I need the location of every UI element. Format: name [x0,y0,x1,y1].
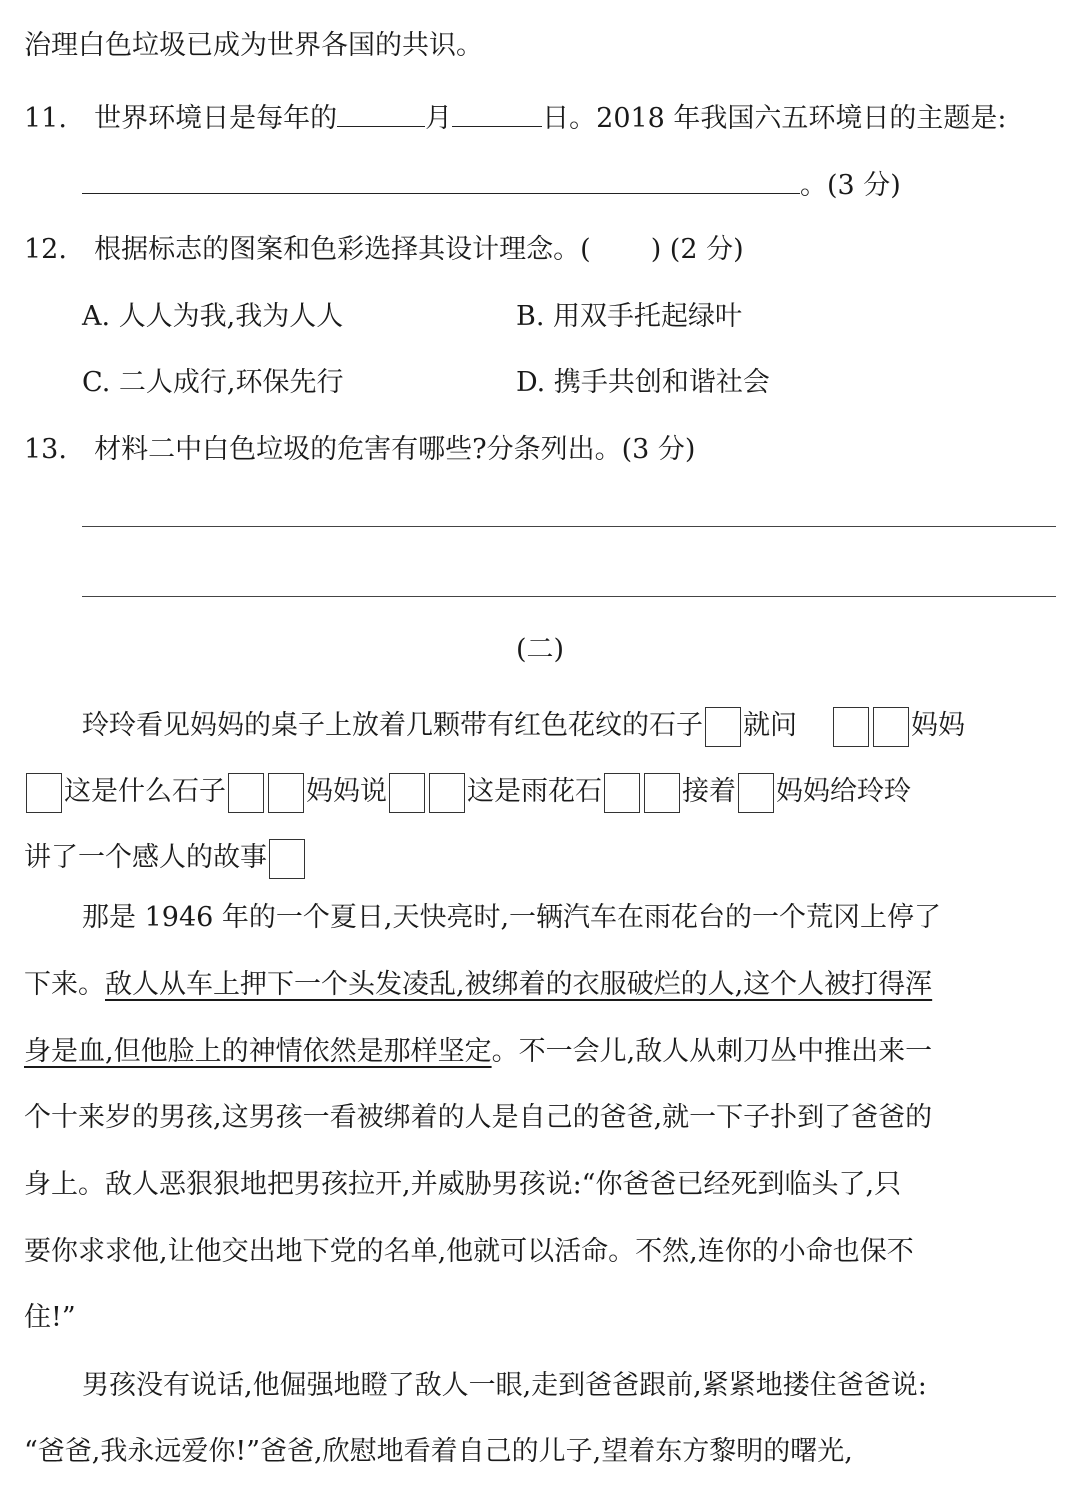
question-text: ) (2 分) [650,234,744,265]
story-text: 玲玲看见妈妈的桌子上放着几颗带有红色花纹的石子 [82,710,703,741]
story-text: 。不一会儿,敌人从刺刀丛中推出来一 [491,1036,933,1067]
story-line: 住!” [24,1302,76,1333]
punctuation-box[interactable] [268,773,304,813]
punctuation-box[interactable] [26,773,62,813]
punctuation-box[interactable] [429,773,465,813]
story-line: 要你求求他,让他交出地下党的名单,他就可以活命。不然,连你的小命也保不 [24,1236,914,1267]
option-d [516,363,770,403]
answer-blank-month-number[interactable] [337,96,425,127]
question-text: 。(3 分) [800,170,901,201]
story-text: 妈妈给玲玲 [776,776,911,807]
story-text: 接着 [682,776,736,807]
question-text: 世界环境日是每年的 [94,103,338,134]
question-12 [24,230,744,270]
question-number: 13. [24,434,67,465]
option-text: 携手共创和谐社会 [553,367,770,398]
question-number: 12. [24,234,67,265]
answer-blank-theme[interactable] [82,163,800,194]
answer-blank-day[interactable] [452,96,542,127]
question-11 [24,96,1007,139]
option-label: B. [516,301,545,332]
story-line [24,965,932,1005]
story-line: 身上。敌人恶狠狠地把男孩拉开,并威胁男孩说:“你爸爸已经死到临头了,只 [24,1169,902,1200]
story-text: 妈妈 [911,710,965,741]
question-text: 月 [425,103,453,134]
option-label: A. [82,301,111,332]
option-text: 用双手托起绿叶 [553,301,743,332]
story-line: 个十来岁的男孩,这男孩一看被绑着的人是自己的爸爸,就一下子扑到了爸爸的 [24,1102,933,1133]
option-b [516,297,742,337]
story-line: “爸爸,我永远爱你!”爸爸,欣慰地看着自己的儿子,望着东方黎明的曙光, [24,1436,853,1467]
story-line [24,838,307,879]
story-text: 妈妈说 [306,776,387,807]
continuation-line: 治理白色垃圾已成为世界各国的共识。 [24,30,483,61]
punctuation-box[interactable] [604,773,640,813]
punctuation-box[interactable] [738,773,774,813]
story-line [82,706,965,747]
question-number: 11. [24,103,67,134]
punctuation-box[interactable] [705,707,741,747]
story-line [24,1032,932,1072]
option-a [82,297,343,337]
underlined-sentence: 身是血,但他脸上的神情依然是那样坚定 [24,1036,492,1067]
story-text: 这是雨花石 [467,776,602,807]
story-text: 就问 [743,710,797,741]
question-text: 日。2018 年我国六五环境日的主题是: [542,103,1007,134]
answer-line-2[interactable] [82,596,1056,597]
punctuation-box[interactable] [644,773,680,813]
story-text: 讲了一个感人的故事 [24,842,267,873]
story-text: 下来。 [24,969,105,1000]
section-title: (二) [515,634,565,665]
punctuation-box[interactable] [228,773,264,813]
option-label: C. [82,367,111,398]
question-text: 材料二中白色垃圾的危害有哪些?分条列出。(3 分) [94,434,696,465]
story-text: 这是什么石子 [64,776,226,807]
story-line [26,772,911,813]
option-text: 人人为我,我为人人 [118,301,344,332]
story-line: 男孩没有说话,他倔强地瞪了敌人一眼,走到爸爸跟前,紧紧地搂住爸爸说: [82,1370,927,1401]
punctuation-box[interactable] [269,839,305,879]
story-line: 那是 1946 年的一个夏日,天快亮时,一辆汽车在雨花台的一个荒冈上停了 [82,902,942,933]
option-text: 二人成行,环保先行 [118,367,344,398]
option-label: D. [516,367,546,398]
option-c [82,363,343,403]
punctuation-box[interactable] [389,773,425,813]
answer-line-1[interactable] [82,526,1056,527]
question-text: 根据标志的图案和色彩选择其设计理念。( [94,234,591,265]
underlined-sentence: 敌人从车上押下一个头发凌乱,被绑着的衣服破烂的人,这个人被打得浑 [105,969,933,1000]
question-11-continued [82,163,901,206]
question-13 [24,430,695,470]
punctuation-box[interactable] [873,707,909,747]
punctuation-box[interactable] [833,707,869,747]
